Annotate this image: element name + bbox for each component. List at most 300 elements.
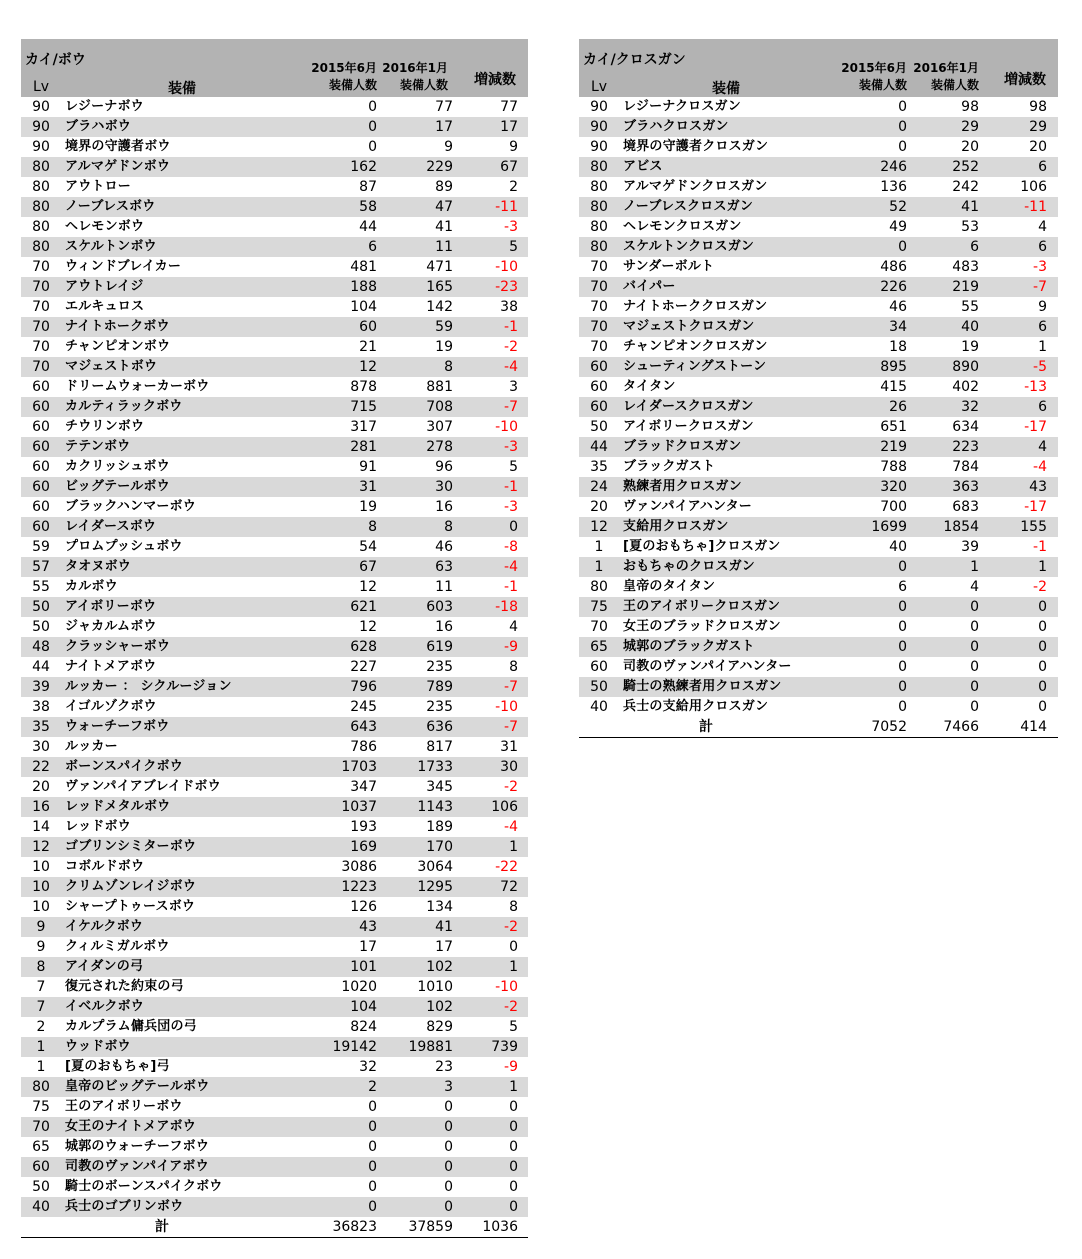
lv-cell: 55 <box>32 579 50 595</box>
equip-name-cell: 復元された約束の弓 <box>65 979 184 994</box>
equip-name-cell: アイボリークロスガン <box>623 419 754 434</box>
equip-name-cell: スケルトンクロスガン <box>623 239 755 254</box>
diff-cell: 8 <box>509 659 518 675</box>
jun2015-count-cell: 2 <box>368 1079 377 1095</box>
jan2016-count-cell: 242 <box>952 179 979 195</box>
diff-cell: -7 <box>504 399 518 415</box>
diff-cell: 0 <box>509 1119 518 1135</box>
jun2015-count-cell: 246 <box>880 159 907 175</box>
diff-cell: 6 <box>1038 239 1047 255</box>
jun2015-count-cell: 0 <box>898 619 907 635</box>
jun2015-count-cell: 169 <box>350 839 377 855</box>
equip-name-cell: ナイトホークボウ <box>65 319 170 334</box>
equip-name-cell: レジーナボウ <box>65 99 144 114</box>
table-row <box>579 357 1058 377</box>
equip-name-cell: カクリッシュボウ <box>65 459 170 474</box>
jan2016-count-cell: 1143 <box>417 799 453 815</box>
table-row <box>21 597 528 617</box>
jan2016-count-cell: 619 <box>426 639 453 655</box>
jan2016-count-cell: 165 <box>426 279 453 295</box>
equip-name-cell: 司教のヴァンパイアボウ <box>65 1159 209 1174</box>
total-jun2015: 7052 <box>871 719 907 735</box>
lv-cell: 80 <box>32 239 50 255</box>
equip-name-cell: 境界の守護者クロスガン <box>623 139 769 154</box>
diff-cell: 1 <box>1038 339 1047 355</box>
lv-cell: 60 <box>32 479 50 495</box>
table-row <box>21 1117 528 1137</box>
jan2016-count-cell: 11 <box>435 239 453 255</box>
jun2015-count-cell: 54 <box>359 539 377 555</box>
jan2016-count-cell: 0 <box>444 1139 453 1155</box>
jan2016-count-cell: 278 <box>426 439 453 455</box>
diff-cell: 67 <box>500 159 518 175</box>
equip-name-cell: 司教のヴァンパイアハンター <box>623 659 792 674</box>
jun2015-header <box>311 60 377 94</box>
lv-cell: 12 <box>590 519 608 535</box>
jun2015-count-cell: 43 <box>359 919 377 935</box>
total-diff: 414 <box>1020 719 1047 735</box>
lv-cell: 1 <box>594 559 604 575</box>
diff-cell: -11 <box>1024 199 1047 215</box>
table-row <box>21 117 528 137</box>
equip-name-cell: シャープトゥースボウ <box>65 899 196 914</box>
equip-name-cell: レジーナクロスガン <box>623 99 741 114</box>
jan2016-count-cell: 102 <box>426 959 453 975</box>
jan2016-count-cell: 39 <box>961 539 979 555</box>
diff-cell: 31 <box>500 739 518 755</box>
table-row <box>579 597 1058 617</box>
jun2015-count-cell: 19 <box>359 499 377 515</box>
lv-cell: 65 <box>590 639 608 655</box>
jan2016-count-cell: 16 <box>435 619 453 635</box>
table-row <box>21 1037 528 1057</box>
table-row <box>21 137 528 157</box>
lv-cell: 20 <box>32 779 50 795</box>
jan2016-count-cell: 98 <box>961 99 979 115</box>
equip-name-cell: マジェストクロスガン <box>623 319 755 334</box>
diff-cell: 5 <box>509 1019 518 1035</box>
table-row <box>21 297 528 317</box>
jan2016-count-cell: 47 <box>435 199 453 215</box>
diff-cell: -17 <box>1024 499 1047 515</box>
diff-cell: 9 <box>1038 299 1047 315</box>
jan2016-sub: 装備人数 <box>399 78 448 92</box>
diff-cell: -2 <box>504 779 518 795</box>
lv-cell: 16 <box>32 799 50 815</box>
jun2015-count-cell: 0 <box>368 139 377 155</box>
jan2016-count-cell: 0 <box>444 1179 453 1195</box>
equip-name-cell: スケルトンボウ <box>65 239 157 254</box>
jan2016-count-cell: 0 <box>970 659 979 675</box>
jun2015-count-cell: 104 <box>350 299 377 315</box>
jan2016-count-cell: 19 <box>961 339 979 355</box>
diff-cell: -9 <box>504 639 518 655</box>
equip-name-cell: イゴルゾクボウ <box>65 699 157 714</box>
equip-name-cell: ゴブリンシミターボウ <box>65 839 197 854</box>
jun2015-count-cell: 87 <box>359 179 377 195</box>
diff-cell: 0 <box>1038 619 1047 635</box>
table-row <box>21 1157 528 1177</box>
diff-cell: -10 <box>495 979 518 995</box>
lv-cell: 57 <box>32 559 50 575</box>
jun2015-count-cell: 0 <box>368 1099 377 1115</box>
lv-cell: 1 <box>36 1059 46 1075</box>
diff-cell: 1 <box>509 959 518 975</box>
equip-name-cell: クィルミガルボウ <box>65 939 170 954</box>
jan2016-count-cell: 1854 <box>943 519 979 535</box>
jun2015-count-cell: 643 <box>350 719 377 735</box>
jun2015-count-cell: 788 <box>880 459 907 475</box>
lv-cell: 70 <box>32 339 50 355</box>
diff-header: 増減数 <box>474 72 516 88</box>
jun2015-count-cell: 0 <box>368 99 377 115</box>
lv-cell: 70 <box>32 299 50 315</box>
equip-name-cell: 城郭のウォーチーフボウ <box>65 1139 210 1154</box>
table-row <box>579 337 1058 357</box>
diff-cell: -4 <box>504 359 518 375</box>
table-row <box>579 497 1058 517</box>
equip-name-cell: ヴァンパイアブレイドボウ <box>65 779 221 794</box>
table-row <box>21 877 528 897</box>
lv-cell: 60 <box>32 399 50 415</box>
table-row <box>579 237 1058 257</box>
jun2015-count-cell: 67 <box>359 559 377 575</box>
equip-name-cell: ヘレモンボウ <box>65 219 145 234</box>
diff-cell: -1 <box>504 479 518 495</box>
table-row <box>21 437 528 457</box>
jan2016-count-cell: 19 <box>435 339 453 355</box>
jan2016-count-cell: 142 <box>426 299 453 315</box>
jan2016-count-cell: 0 <box>444 1119 453 1135</box>
lv-cell: 60 <box>32 499 50 515</box>
jan2016-count-cell: 1 <box>970 559 979 575</box>
equip-name-cell: 兵士のゴブリンボウ <box>65 1199 184 1214</box>
jan2016-count-cell: 219 <box>952 279 979 295</box>
lv-cell: 20 <box>590 499 608 515</box>
lv-cell: 60 <box>32 419 50 435</box>
diff-cell: 0 <box>1038 639 1047 655</box>
table-row <box>579 657 1058 677</box>
equip-name-cell: ジャカルムボウ <box>65 619 157 634</box>
lv-cell: 80 <box>32 159 50 175</box>
jun2015-count-cell: 786 <box>350 739 377 755</box>
jan2016-count-cell: 784 <box>952 459 979 475</box>
jun2015-count-cell: 415 <box>880 379 907 395</box>
table-row <box>21 637 528 657</box>
lv-cell: 70 <box>590 259 608 275</box>
lv-cell: 1 <box>36 1039 46 1055</box>
diff-cell: 29 <box>1029 119 1047 135</box>
table-row <box>579 297 1058 317</box>
lv-cell: 60 <box>32 1159 50 1175</box>
lv-cell: 80 <box>32 1079 50 1095</box>
jan2016-count-cell: 55 <box>961 299 979 315</box>
jun2015-count-cell: 226 <box>880 279 907 295</box>
diff-cell: 20 <box>1029 139 1047 155</box>
diff-cell: 0 <box>1038 659 1047 675</box>
diff-cell: -3 <box>1033 259 1047 275</box>
jun2015-count-cell: 40 <box>889 539 907 555</box>
equip-name-cell: ノーブレスボウ <box>65 199 156 214</box>
jun2015-count-cell: 0 <box>898 699 907 715</box>
table-row <box>21 717 528 737</box>
lv-cell: 10 <box>32 899 50 915</box>
lv-cell: 90 <box>32 99 50 115</box>
diff-cell: -10 <box>495 419 518 435</box>
jan2016-count-cell: 345 <box>426 779 453 795</box>
table-row <box>21 277 528 297</box>
equip-name-cell: イベルクボウ <box>65 999 144 1014</box>
bow-total-row <box>21 1217 528 1238</box>
diff-cell: -7 <box>504 719 518 735</box>
jan2016-count-cell: 603 <box>426 599 453 615</box>
diff-cell: 1 <box>1038 559 1047 575</box>
table-row <box>579 517 1058 537</box>
jan2016-count-cell: 817 <box>426 739 453 755</box>
table-row <box>21 837 528 857</box>
jun2015-count-cell: 628 <box>350 639 377 655</box>
jun2015-count-cell: 12 <box>359 619 377 635</box>
diff-cell: -1 <box>1033 539 1047 555</box>
equip-name-cell: アウトレイジ <box>65 279 144 294</box>
crossgun-total-row <box>579 717 1058 738</box>
lv-cell: 75 <box>32 1099 50 1115</box>
jun2015-count-cell: 12 <box>359 359 377 375</box>
lv-cell: 65 <box>32 1139 50 1155</box>
equip-name-cell: ルッカー <box>65 739 118 754</box>
jan2016-count-cell: 471 <box>426 259 453 275</box>
equip-name-cell: クラッシャーボウ <box>65 639 171 654</box>
lv-cell: 60 <box>32 439 50 455</box>
equip-name-cell: タオヌボウ <box>65 559 132 574</box>
jun2015-header <box>841 60 907 94</box>
table-row <box>21 537 528 557</box>
jun2015-count-cell: 0 <box>898 659 907 675</box>
diff-cell: -8 <box>504 539 518 555</box>
diff-cell: 77 <box>500 99 518 115</box>
diff-header: 増減数 <box>1004 72 1046 88</box>
equip-name-cell: アルマゲドンクロスガン <box>623 179 768 194</box>
table-row <box>579 677 1058 697</box>
equip-name-cell: プロムプッシュボウ <box>65 539 183 554</box>
jan2016-count-cell: 0 <box>970 679 979 695</box>
lv-cell: 70 <box>32 1119 50 1135</box>
equip-name-cell: 皇帝のタイタン <box>623 579 716 594</box>
equip-name-cell: ルッカー ： シクルージョン <box>65 679 232 694</box>
equip-name-cell: 境界の守護者ボウ <box>65 139 171 154</box>
equip-name-cell: コボルドボウ <box>65 859 145 874</box>
jun2015-count-cell: 19142 <box>332 1039 377 1055</box>
equip-name-cell: ノーブレスクロスガン <box>623 199 754 214</box>
jan2016-count-cell: 40 <box>961 319 979 335</box>
jun2015-count-cell: 91 <box>359 459 377 475</box>
jun2015-count-cell: 0 <box>368 119 377 135</box>
equip-name-cell: ドリームウォーカーボウ <box>65 379 210 394</box>
lv-cell: 50 <box>32 599 50 615</box>
lv-cell: 30 <box>32 739 50 755</box>
jun2015-count-cell: 878 <box>350 379 377 395</box>
diff-cell: 0 <box>509 1159 518 1175</box>
jun2015-count-cell: 0 <box>898 599 907 615</box>
table-row <box>21 817 528 837</box>
lv-cell: 60 <box>590 359 608 375</box>
table-row <box>21 457 528 477</box>
jan2016-count-cell: 16 <box>435 499 453 515</box>
jan2016-count-cell: 29 <box>961 119 979 135</box>
lv-cell: 40 <box>32 1199 50 1215</box>
equip-name-cell: 熟練者用クロスガン <box>623 479 742 494</box>
jan2016-count-cell: 235 <box>426 659 453 675</box>
equip-name-cell: 騎士のボーンスパイクボウ <box>65 1179 223 1194</box>
diff-cell: 9 <box>509 139 518 155</box>
jun2015-count-cell: 0 <box>368 1139 377 1155</box>
table-row <box>579 137 1058 157</box>
diff-cell: 0 <box>509 519 518 535</box>
lv-cell: 70 <box>32 359 50 375</box>
jun2015-count-cell: 21 <box>359 339 377 355</box>
lv-cell: 70 <box>590 339 608 355</box>
table-row <box>579 217 1058 237</box>
jan2016-count-cell: 8 <box>444 359 453 375</box>
lv-cell: 48 <box>32 639 50 655</box>
lv-cell: 60 <box>32 519 50 535</box>
equip-name-cell: ブラハボウ <box>65 119 132 134</box>
diff-cell: -10 <box>495 699 518 715</box>
table-row <box>21 917 528 937</box>
jan2016-count-cell: 683 <box>952 499 979 515</box>
jun2015-count-cell: 44 <box>359 219 377 235</box>
diff-cell: -3 <box>504 499 518 515</box>
diff-cell: 106 <box>1020 179 1047 195</box>
table-row <box>21 777 528 797</box>
total-jan2016: 37859 <box>408 1219 453 1235</box>
table-row <box>579 537 1058 557</box>
equip-name-cell: チウリンボウ <box>65 419 145 434</box>
jan2016-count-cell: 708 <box>426 399 453 415</box>
diff-cell: 739 <box>491 1039 518 1055</box>
jun2015-count-cell: 49 <box>889 219 907 235</box>
jun2015-count-cell: 1020 <box>341 979 377 995</box>
table-row <box>579 477 1058 497</box>
jan2016-count-cell: 23 <box>435 1059 453 1075</box>
lv-cell: 70 <box>32 259 50 275</box>
table-row <box>21 577 528 597</box>
lv-header: Lv <box>590 79 608 95</box>
table-row <box>579 377 1058 397</box>
jan2016-count-cell: 307 <box>426 419 453 435</box>
table-row <box>21 417 528 437</box>
lv-cell: 50 <box>32 1179 50 1195</box>
lv-cell: 70 <box>590 299 608 315</box>
equip-name-cell: ブラッドクロスガン <box>623 439 742 454</box>
jan2016-count-cell: 8 <box>444 519 453 535</box>
lv-cell: 70 <box>590 319 608 335</box>
jun2015-count-cell: 6 <box>898 579 907 595</box>
jan2016-year: 2016年1月 <box>382 61 448 75</box>
lv-cell: 10 <box>32 859 50 875</box>
jan2016-count-cell: 189 <box>426 819 453 835</box>
diff-cell: -13 <box>1024 379 1047 395</box>
jan2016-count-cell: 3064 <box>417 859 453 875</box>
jun2015-count-cell: 0 <box>368 1179 377 1195</box>
jun2015-count-cell: 0 <box>368 1199 377 1215</box>
lv-cell: 60 <box>590 659 608 675</box>
jun2015-count-cell: 281 <box>350 439 377 455</box>
table-row <box>21 557 528 577</box>
diff-cell: -4 <box>504 559 518 575</box>
table-row <box>21 897 528 917</box>
table-row <box>21 177 528 197</box>
jan2016-count-cell: 77 <box>435 99 453 115</box>
table-row <box>579 177 1058 197</box>
table-row <box>579 557 1058 577</box>
jan2016-count-cell: 0 <box>444 1099 453 1115</box>
lv-cell: 8 <box>36 959 46 975</box>
lv-cell: 75 <box>590 599 608 615</box>
jun2015-count-cell: 18 <box>889 339 907 355</box>
diff-cell: -11 <box>495 199 518 215</box>
jan2016-count-cell: 41 <box>435 219 453 235</box>
table-row <box>579 317 1058 337</box>
lv-cell: 22 <box>32 759 50 775</box>
equip-name-cell: ヴァンパイアハンター <box>623 499 753 514</box>
jan2016-count-cell: 1010 <box>417 979 453 995</box>
jun2015-count-cell: 34 <box>889 319 907 335</box>
equip-name-cell: レイダースボウ <box>65 519 157 534</box>
lv-cell: 60 <box>590 379 608 395</box>
equip-name-cell: 支給用クロスガン <box>623 519 729 534</box>
jan2016-count-cell: 0 <box>970 599 979 615</box>
equip-name-cell: 城郭のブラックガスト <box>623 639 755 654</box>
table-row <box>21 1177 528 1197</box>
equip-name-cell: チャンピオンボウ <box>65 339 171 354</box>
diff-cell: 6 <box>1038 159 1047 175</box>
jun2015-count-cell: 58 <box>359 199 377 215</box>
table-row <box>579 97 1058 117</box>
table-row <box>21 677 528 697</box>
lv-cell: 80 <box>32 219 50 235</box>
jun2015-count-cell: 0 <box>898 239 907 255</box>
jan2016-count-cell: 829 <box>426 1019 453 1035</box>
table-row <box>21 1197 528 1217</box>
equip-name-cell: ウッドボウ <box>65 1039 131 1054</box>
equip-name-cell: カルティラックボウ <box>65 399 183 414</box>
jan2016-count-cell: 363 <box>952 479 979 495</box>
diff-cell: 0 <box>1038 699 1047 715</box>
diff-cell: 4 <box>509 619 518 635</box>
jun2015-count-cell: 31 <box>359 479 377 495</box>
jan2016-count-cell: 30 <box>435 479 453 495</box>
jan2016-count-cell: 134 <box>426 899 453 915</box>
jun2015-count-cell: 0 <box>898 139 907 155</box>
jun2015-count-cell: 1703 <box>341 759 377 775</box>
jun2015-count-cell: 0 <box>898 559 907 575</box>
lv-cell: 80 <box>590 219 608 235</box>
lv-cell: 9 <box>36 939 46 955</box>
diff-cell: 6 <box>1038 399 1047 415</box>
lv-cell: 80 <box>32 199 50 215</box>
jun2015-count-cell: 3086 <box>341 859 377 875</box>
equip-name-cell: アイボリーボウ <box>65 599 157 614</box>
diff-cell: -4 <box>1033 459 1047 475</box>
jan2016-count-cell: 223 <box>952 439 979 455</box>
diff-cell: 0 <box>509 1199 518 1215</box>
equip-name-cell: タイタン <box>623 379 676 394</box>
jun2015-count-cell: 481 <box>350 259 377 275</box>
equip-name-cell: 騎士の熟練者用クロスガン <box>623 679 782 694</box>
lv-cell: 80 <box>590 199 608 215</box>
lv-cell: 39 <box>32 679 50 695</box>
